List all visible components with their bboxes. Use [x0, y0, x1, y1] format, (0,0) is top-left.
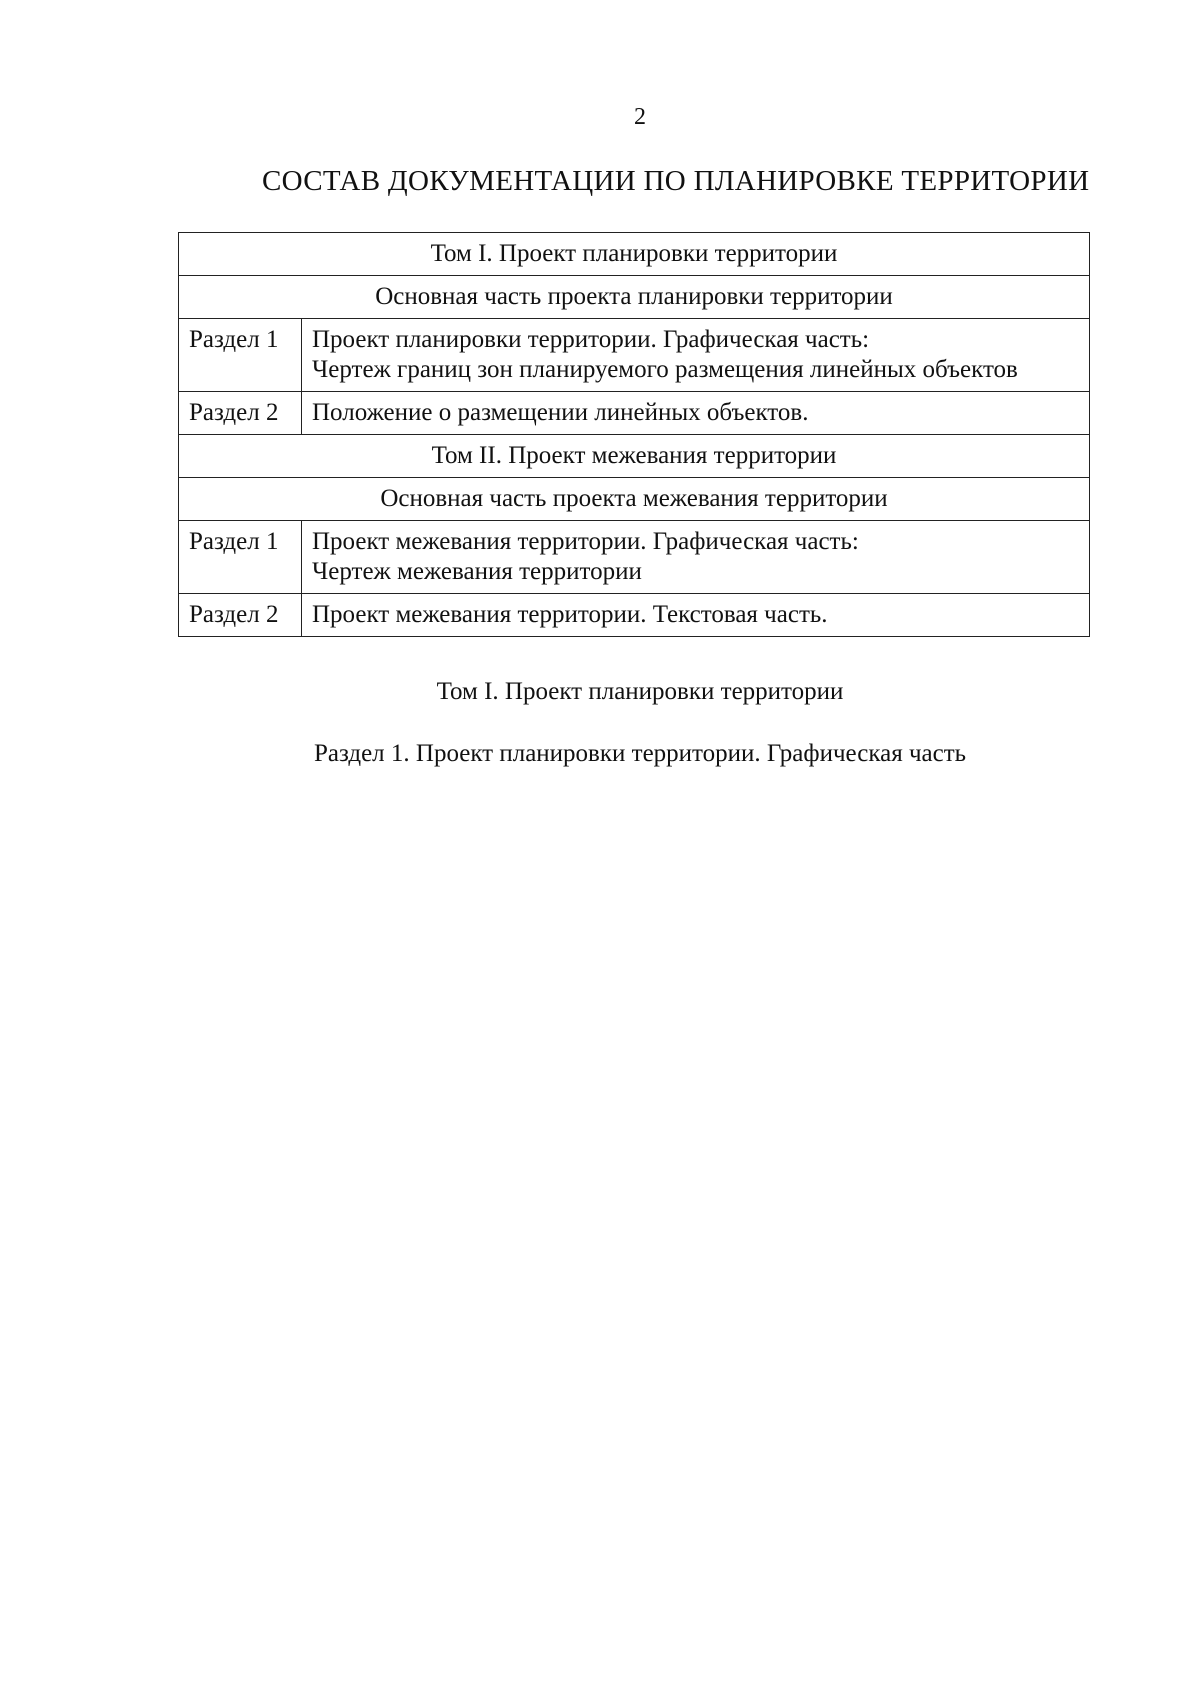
section-description-line: Проект межевания территории. Текстовая часть. [312, 601, 828, 628]
section-description [302, 319, 1090, 392]
section-description [302, 392, 1090, 435]
section-label: Раздел 2 [179, 594, 302, 637]
table-row [179, 276, 1090, 319]
section-description-line: Положение о размещении линейных объектов. [312, 399, 809, 426]
table-row [179, 392, 1090, 435]
table-row [179, 594, 1090, 637]
section-description-line: Проект межевания территории. Графическая часть: [312, 528, 859, 555]
section-heading: Раздел 1. Проект планировки территории. Графическая часть [313, 740, 967, 767]
volume-1-subtitle: Основная часть проекта планировки территории [179, 276, 1090, 319]
volume-2-subtitle: Основная часть проекта межевания территории [179, 478, 1090, 521]
document-title: СОСТАВ ДОКУМЕНТАЦИИ ПО ПЛАНИРОВКЕ ТЕРРИТОРИИ [262, 165, 1090, 197]
volume-2-title: Том II. Проект межевания территории [179, 435, 1090, 478]
section-description [302, 521, 1090, 594]
section-label: Раздел 1 [179, 319, 302, 392]
table-row [179, 435, 1090, 478]
section-label: Раздел 1 [179, 521, 302, 594]
section-label: Раздел 2 [179, 392, 302, 435]
documentation-composition-table [178, 232, 1090, 637]
table-row [179, 319, 1090, 392]
section-description-line: Чертеж границ зон планируемого размещения линейных объектов [312, 356, 1018, 383]
volume-heading: Том I. Проект планировки территории [436, 678, 844, 705]
table-row [179, 521, 1090, 594]
section-description-line: Проект планировки территории. Графическая часть: [312, 326, 870, 353]
table-row [179, 478, 1090, 521]
table-row [179, 233, 1090, 276]
section-description [302, 594, 1090, 637]
section-description-line: Чертеж межевания территории [312, 558, 642, 585]
volume-1-title: Том I. Проект планировки территории [179, 233, 1090, 276]
page-number: 2 [634, 104, 646, 130]
